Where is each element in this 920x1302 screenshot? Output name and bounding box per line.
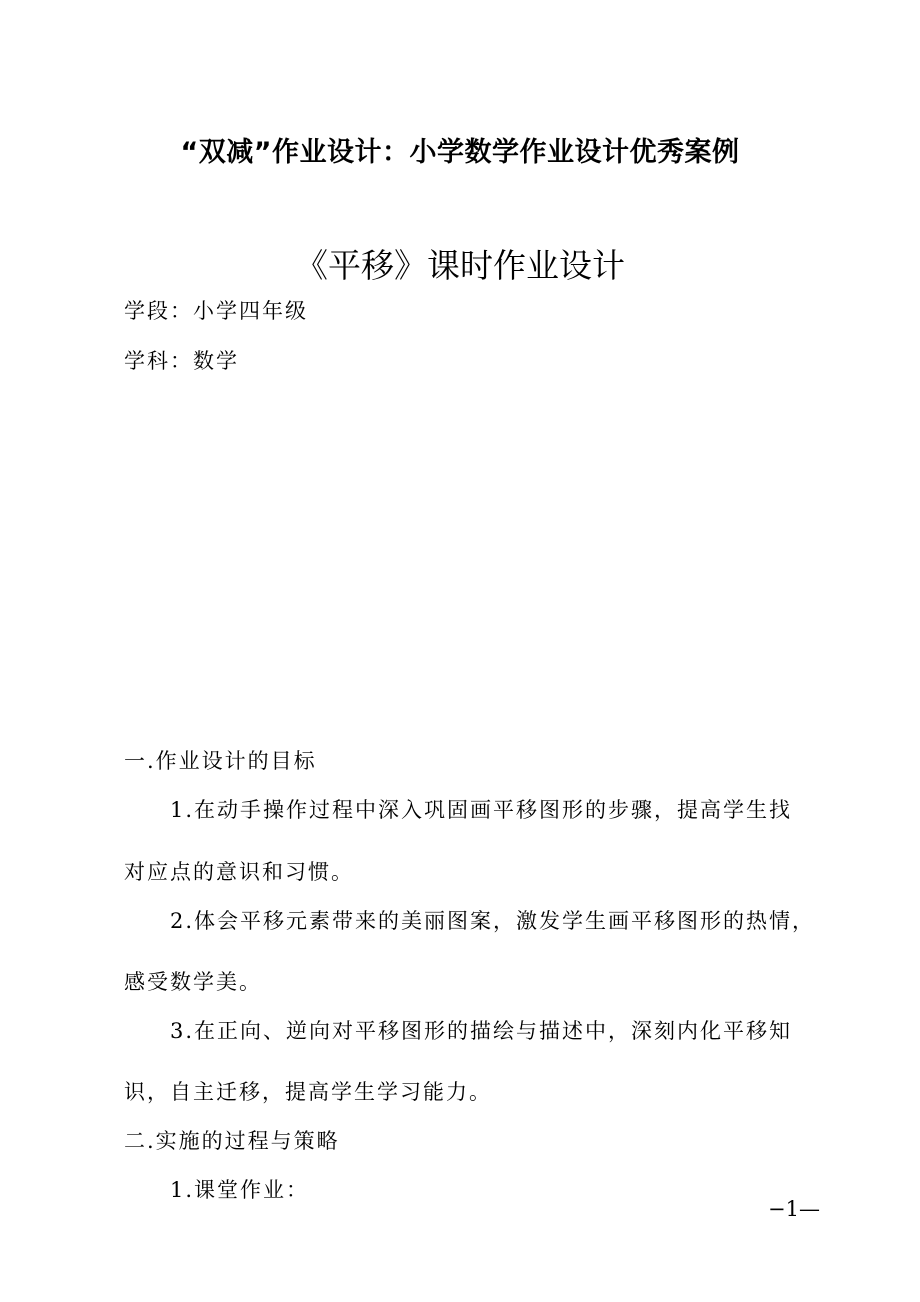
sub-title: 《平移》课时作业设计	[295, 246, 625, 285]
goal3-line2: 识，自主迁移，提高学生学习能力。	[124, 1080, 492, 1104]
page-number: −1—	[768, 1197, 820, 1221]
goal3-line1: 3.在正向、逆向对平移图形的描绘与描述中，深刻内化平移知	[170, 1019, 793, 1043]
section1-heading: 一.作业设计的目标	[124, 749, 317, 773]
goal1-line1: 1.在动手操作过程中深入巩固画平移图形的步骤，提高学生找	[170, 798, 793, 822]
goal2-line2: 感受数学美。	[124, 970, 262, 994]
subject-info: 学科：数学	[124, 349, 239, 373]
main-title: “双减”作业设计：小学数学作业设计优秀案例	[180, 137, 740, 168]
section2-item1: 1.课堂作业：	[170, 1178, 310, 1202]
goal1-line2: 对应点的意识和习惯。	[124, 860, 354, 884]
section2-heading: 二.实施的过程与策略	[124, 1129, 340, 1153]
goal2-line1: 2.体会平移元素带来的美丽图案，激发学生画平移图形的热情，	[170, 909, 816, 933]
grade-info: 学段：小学四年级	[124, 299, 308, 323]
